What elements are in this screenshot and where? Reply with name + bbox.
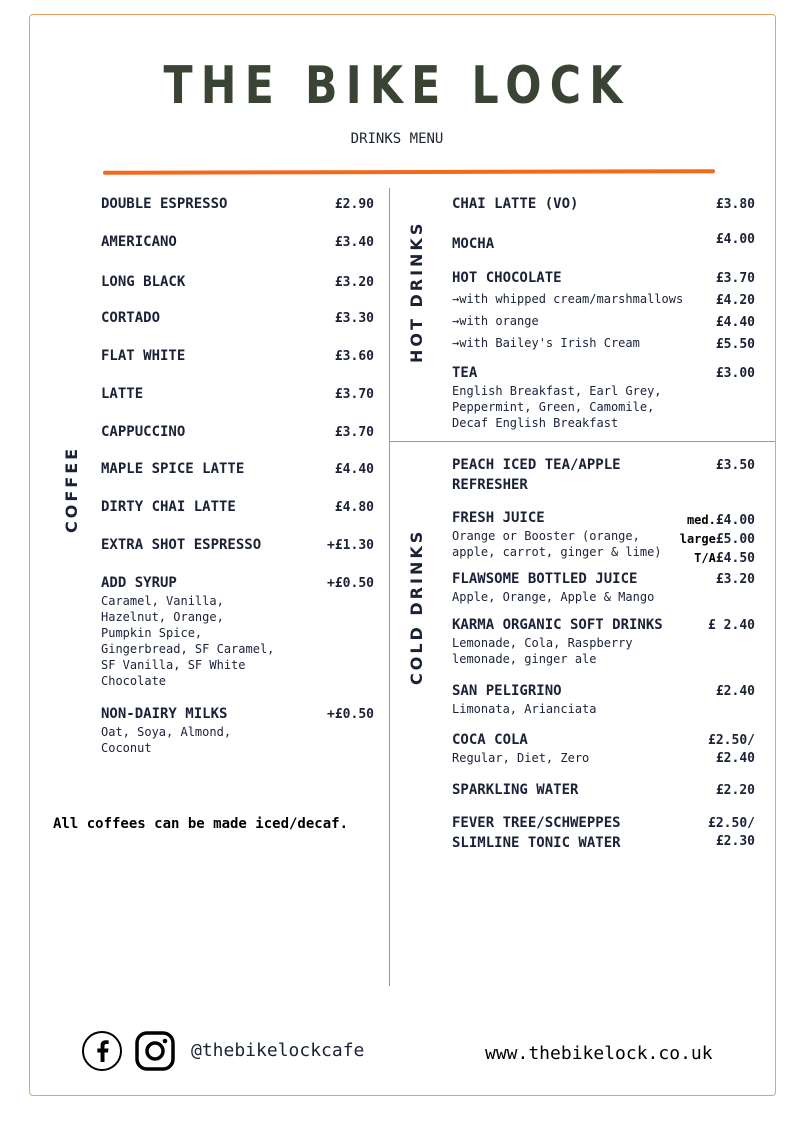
description-line: Caramel, Vanilla, (101, 594, 224, 608)
item-name: NON-DAIRY MILKS (101, 706, 228, 722)
description-line: English Breakfast, Earl Grey, (452, 384, 662, 398)
size-price-row (660, 511, 755, 530)
description-line: Limonata, Arianciata (452, 702, 597, 716)
section-label-coffee: COFFEE (62, 445, 81, 533)
size-price: £4.00 (715, 513, 755, 528)
option-price: £4.20 (715, 293, 755, 308)
menu-item (452, 617, 697, 667)
item-price: £3.20 (334, 275, 374, 290)
hot-chocolate-option: →with whipped cream/marshmallows (452, 292, 684, 306)
size-price-row (660, 549, 755, 568)
item-name: KARMA ORGANIC SOFT DRINKS (452, 617, 663, 633)
menu-item (452, 815, 697, 851)
social-handle[interactable]: @thebikelockcafe (191, 1040, 365, 1061)
item-name: FLAT WHITE (101, 348, 186, 364)
description-line: Peppermint, Green, Camomile, (452, 400, 655, 414)
item-name: EXTRA SHOT ESPRESSO (101, 537, 262, 553)
size-price: £5.00 (715, 532, 755, 547)
description-line: Regular, Diet, Zero (452, 751, 590, 765)
section-label-hot-drinks: HOT DRINKS (407, 220, 426, 363)
size-price: £4.50 (715, 551, 755, 566)
menu-item (452, 732, 697, 766)
description-line: Orange or Booster (orange, (452, 529, 640, 543)
item-price: £2.90 (334, 197, 374, 212)
menu-item (452, 782, 697, 798)
menu-item (101, 348, 281, 364)
size-label: med. (686, 513, 716, 527)
item-name: CORTADO (101, 310, 161, 326)
section-label-cold-drinks: COLD DRINKS (407, 528, 426, 685)
description-line: Decaf English Breakfast (452, 416, 619, 430)
item-description (101, 724, 281, 756)
item-name-line2: SLIMLINE TONIC WATER (452, 835, 621, 851)
item-price: £3.40 (334, 235, 374, 250)
item-name: ADD SYRUP (101, 575, 177, 591)
item-price: £3.70 (715, 271, 755, 286)
hot-chocolate-option: →with orange (452, 314, 539, 328)
item-price-line2: £2.40 (715, 751, 755, 766)
item-price: £3.20 (715, 572, 755, 587)
item-name: MAPLE SPICE LATTE (101, 461, 245, 477)
item-name: SPARKLING WATER (452, 782, 579, 798)
menu-item (101, 234, 281, 250)
item-price: £3.70 (334, 425, 374, 440)
item-price: £3.60 (334, 349, 374, 364)
item-price: £4.80 (334, 500, 374, 515)
item-price: £ 2.40 (708, 618, 755, 633)
item-description (101, 593, 281, 689)
menu-item (101, 310, 281, 326)
menu-item (452, 683, 697, 717)
item-name: LONG BLACK (101, 274, 186, 290)
item-name: LATTE (101, 386, 144, 402)
description-line: Coconut (101, 741, 152, 755)
item-description (452, 750, 697, 766)
menu-item (452, 571, 697, 605)
menu-item (101, 499, 281, 515)
item-name: SAN PELIGRINO (452, 683, 562, 699)
item-name: FRESH JUICE (452, 510, 545, 526)
item-name: CHAI LATTE (VO) (452, 196, 579, 212)
item-price: £2.20 (715, 783, 755, 798)
item-name: DIRTY CHAI LATTE (101, 499, 236, 515)
description-line: Lemonade, Cola, Raspberry (452, 636, 633, 650)
hot-cold-divider (389, 441, 775, 442)
menu-item (101, 196, 281, 212)
hot-chocolate-option: →with Bailey's Irish Cream (452, 336, 640, 350)
item-description (452, 589, 697, 605)
description-line: lemonade, ginger ale (452, 652, 597, 666)
website-link[interactable]: www.thebikelock.co.uk (485, 1043, 713, 1064)
item-price: £3.80 (715, 197, 755, 212)
menu-item (101, 274, 281, 290)
item-name: COCA COLA (452, 732, 528, 748)
item-name: CAPPUCCINO (101, 424, 186, 440)
option-price: £4.40 (715, 315, 755, 330)
item-price: £3.30 (334, 311, 374, 326)
menu-item (452, 365, 702, 431)
menu-item (452, 457, 697, 493)
size-price-row (660, 530, 755, 549)
description-line: Chocolate (101, 674, 167, 688)
item-description (452, 701, 697, 717)
menu-item (101, 386, 281, 402)
size-label: T/A (694, 551, 716, 565)
item-name: TEA (452, 365, 478, 381)
item-price-line2: £2.30 (715, 834, 755, 849)
description-line: Oat, Soya, Almond, (101, 725, 232, 739)
item-price: £2.50/ (708, 733, 755, 748)
menu-item (452, 270, 702, 286)
facebook-icon[interactable] (82, 1031, 122, 1071)
item-name: MOCHA (452, 236, 495, 252)
item-name: PEACH ICED TEA/APPLE (452, 457, 621, 473)
item-name: DOUBLE ESPRESSO (101, 196, 228, 212)
item-description (452, 635, 697, 667)
item-price: £4.00 (715, 232, 755, 247)
item-price: +£1.30 (327, 538, 374, 553)
description-line: Hazelnut, Orange, (101, 610, 224, 624)
item-description (452, 383, 702, 431)
coffee-note: All coffees can be made iced/decaf. (53, 816, 349, 832)
size-label: large (679, 532, 716, 546)
item-price: +£0.50 (327, 576, 374, 591)
item-price: +£0.50 (327, 707, 374, 722)
item-price: £4.40 (334, 462, 374, 477)
item-price: £3.50 (715, 458, 755, 473)
item-price: £3.70 (334, 387, 374, 402)
menu-item (101, 537, 281, 553)
option-price: £5.50 (715, 337, 755, 352)
menu-item (101, 461, 281, 477)
instagram-icon[interactable] (135, 1031, 175, 1071)
menu-item (452, 236, 702, 252)
item-name: FLAWSOME BOTTLED JUICE (452, 571, 638, 587)
column-divider (389, 188, 390, 986)
item-name-line2: REFRESHER (452, 477, 528, 493)
menu-subtitle: DRINKS MENU (350, 131, 444, 147)
description-line: Apple, Orange, Apple & Mango (452, 590, 655, 604)
menu-item (101, 575, 281, 689)
menu-item (452, 196, 702, 212)
item-name: AMERICANO (101, 234, 177, 250)
menu-item (101, 424, 281, 440)
description-line: Pumpkin Spice, (101, 626, 203, 640)
menu-item (101, 706, 281, 756)
description-line: SF Vanilla, SF White (101, 658, 246, 672)
item-price: £2.50/ (708, 816, 755, 831)
cafe-title: THE BIKE LOCK (163, 56, 631, 116)
item-price: £2.40 (715, 684, 755, 699)
size-price-list (660, 511, 755, 568)
item-price: £3.00 (715, 366, 755, 381)
description-line: apple, carrot, ginger & lime) (452, 545, 662, 559)
item-name: HOT CHOCOLATE (452, 270, 562, 286)
description-line: Gingerbread, SF Caramel, (101, 642, 275, 656)
item-name: FEVER TREE/SCHWEPPES (452, 815, 621, 831)
